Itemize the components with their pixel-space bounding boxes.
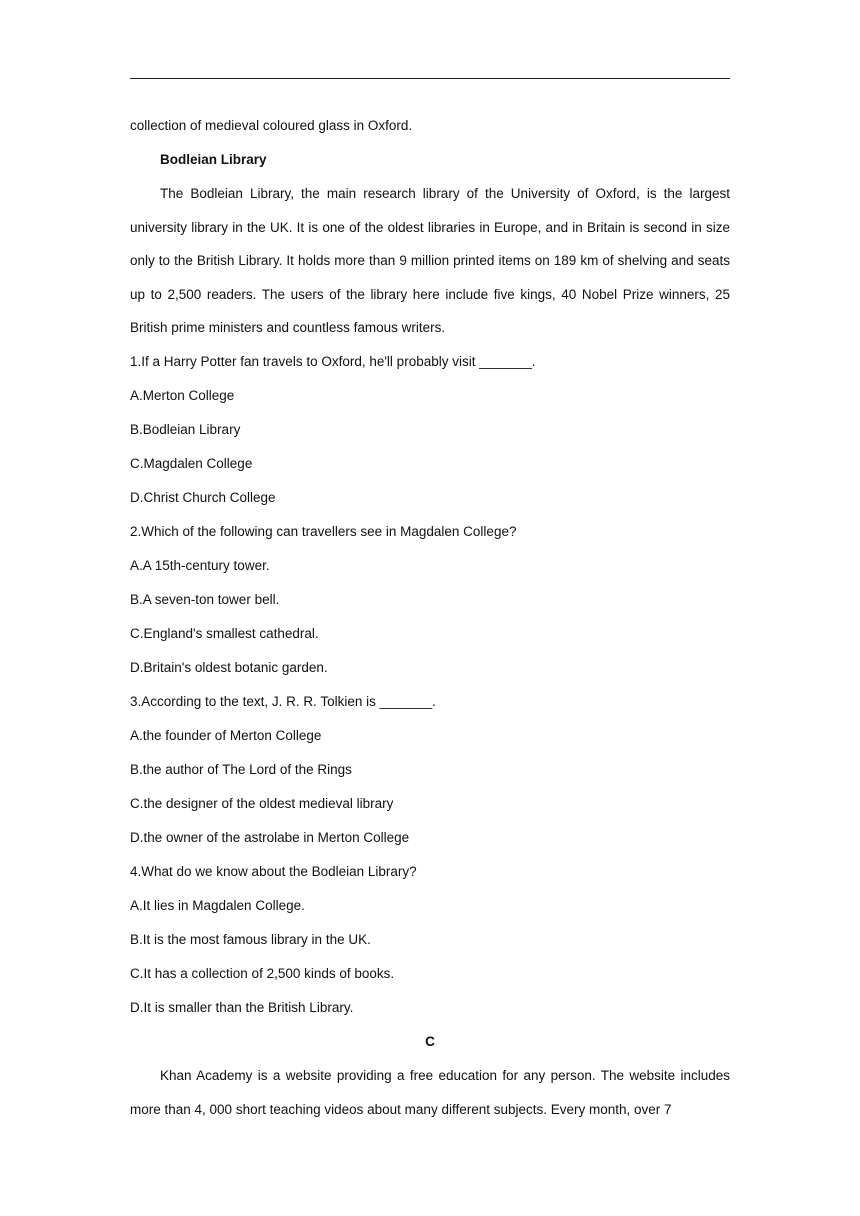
question-stem: 1.If a Harry Potter fan travels to Oxford, he'll probably visit _______.: [130, 353, 536, 369]
question-stem: 3.According to the text, J. R. R. Tolkien is _______.: [130, 693, 436, 709]
question-1: [130, 345, 730, 515]
section-c-paragraph: Khan Academy is a website providing a free education for any person. The website includes more than 4, 000 short teaching videos about many different subjects. Every month, over 7: [130, 1067, 730, 1117]
option-c: C.England's smallest cathedral.: [130, 625, 319, 641]
option-b: B.It is the most famous library in the UK.: [130, 931, 371, 947]
option-d: D.Britain's oldest botanic garden.: [130, 659, 328, 675]
question-3: [130, 685, 730, 855]
option-d: D.Christ Church College: [130, 489, 276, 505]
bodleian-heading: Bodleian Library: [160, 152, 267, 167]
continuation-text: collection of medieval coloured glass in Oxford.: [130, 118, 413, 133]
bodleian-paragraph: The Bodleian Library, the main research library of the University of Oxford, is the largest university library in the UK. It is one of the oldest libraries in Europe, and in Britain is second in size only to the British Library. It holds more than 9 million printed items on 189 km of shelving and seats up to 2,500 readers. The users of the library here include five kings, 40 Nobel Prize winners, 25 British prime ministers and countless famous writers.: [130, 186, 730, 336]
option-c: C.Magdalen College: [130, 455, 253, 471]
option-c: C.It has a collection of 2,500 kinds of books.: [130, 965, 395, 981]
option-b: B.A seven-ton tower bell.: [130, 591, 280, 607]
question-2: [130, 515, 730, 685]
option-b: B.Bodleian Library: [130, 421, 241, 437]
option-a: A.A 15th-century tower.: [130, 557, 270, 573]
option-c: C.the designer of the oldest medieval library: [130, 795, 394, 811]
option-a: A.Merton College: [130, 387, 235, 403]
option-d: D.the owner of the astrolabe in Merton College: [130, 829, 410, 845]
question-4: [130, 855, 730, 1025]
page-content: [130, 109, 730, 1126]
question-stem: 2.Which of the following can travellers see in Magdalen College?: [130, 523, 517, 539]
header-rule: [130, 78, 730, 79]
option-a: A.the founder of Merton College: [130, 727, 322, 743]
option-a: A.It lies in Magdalen College.: [130, 897, 305, 913]
option-d: D.It is smaller than the British Library.: [130, 999, 354, 1015]
option-b: B.the author of The Lord of the Rings: [130, 761, 352, 777]
section-c-clip: [130, 1059, 730, 1126]
question-stem: 4.What do we know about the Bodleian Library?: [130, 863, 417, 879]
section-c-heading: C: [425, 1033, 435, 1049]
